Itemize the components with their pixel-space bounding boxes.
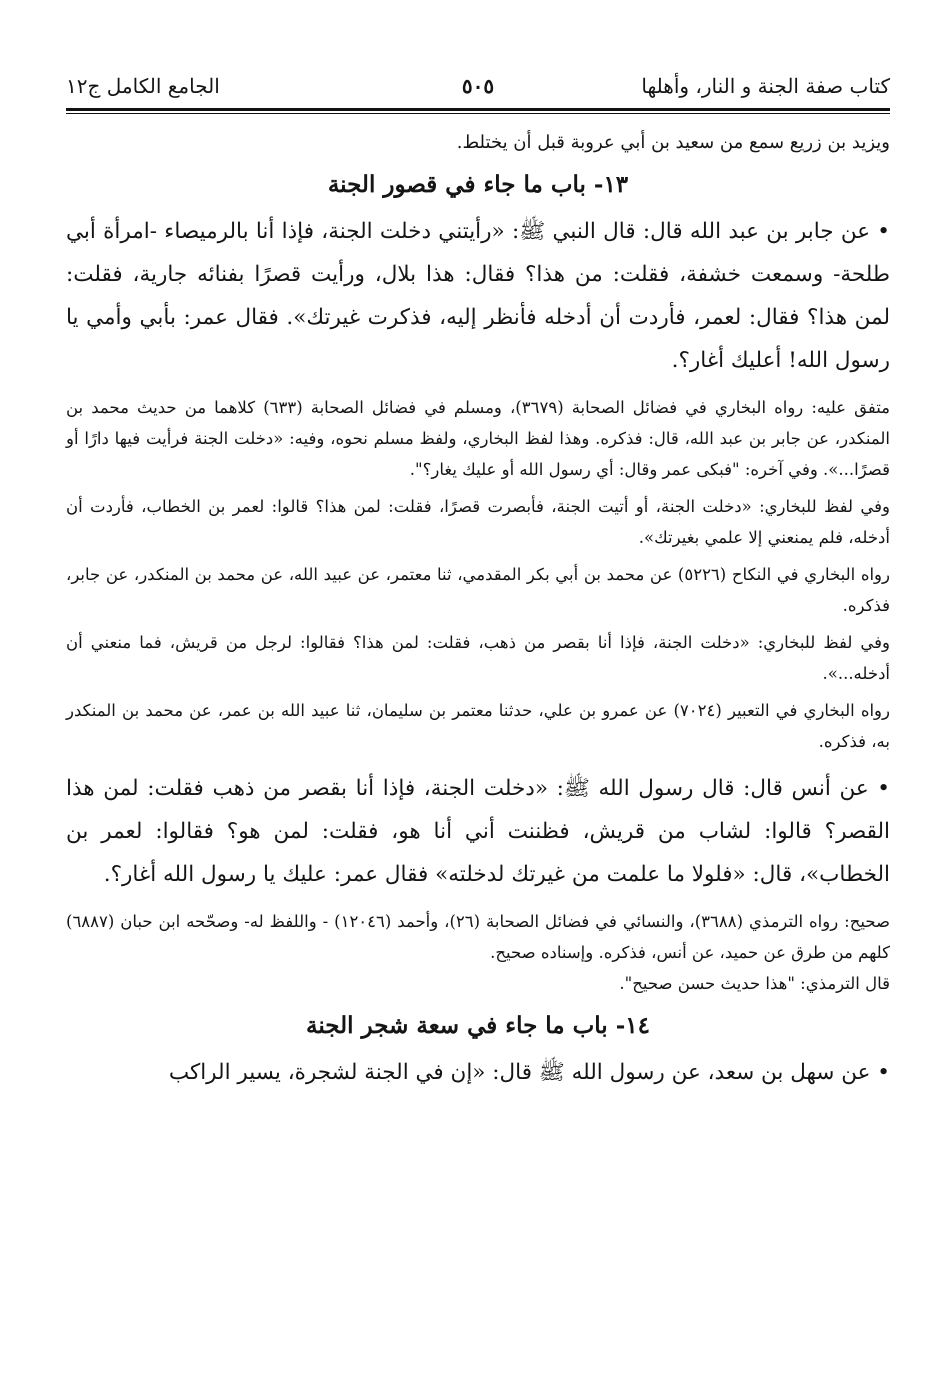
running-head-book: الجامع الكامل ج١٢ (66, 74, 220, 98)
page-header (66, 66, 890, 106)
page-number: ٥٠٥ (461, 74, 495, 98)
hadith-anas: • عن أنس قال: قال رسول الله ﷺ: «دخلت الجنة، فإذا أنا بقصر من ذهب فقلت: لمن هذا القصر؟ قالوا: لشاب من قريش، فظننت أني أنا هو، فقلت: لمن هو؟ فقالوا: لعمر بن الخطاب»، قال: «فلولا ما علمت من غيرتك لدخلته» فقال عمر: عليك يا رسول الله أغار؟. (66, 776, 890, 887)
takhrij-anas-2: قال الترمذي: "هذا حديث حسن صحيح". (619, 974, 890, 993)
hadith-jabir: • عن جابر بن عبد الله قال: قال النبي ﷺ: «رأيتني دخلت الجنة، فإذا أنا بالرميصاء -امرأة أبي طلحة- وسمعت خشفة، فقلت: من هذا؟ فقال: هذا بلال، ورأيت قصرًا بفنائه جارية، فقلت: لمن هذا؟ فقال: لعمر، فأردت أن أدخله فأنظر إليه، فذكرت غيرتك». فقال عمر: بأبي وأمي يا رسول الله! أعليك أغار؟. (66, 219, 890, 373)
page-body (66, 128, 890, 1094)
takhrij-anas-1: صحيح: رواه الترمذي (٣٦٨٨)، والنسائي في فضائل الصحابة (٢٦)، وأحمد (١٢٠٤٦) - واللفظ له- وصحّحه ابن حبان (٦٨٨٧) كلهم من طرق عن حميد، عن أنس، فذكره. وإسناده صحيح. (66, 912, 890, 962)
takhrij-jabir-3: رواه البخاري في النكاح (٥٢٢٦) عن محمد بن أبي بكر المقدمي، ثنا معتمر، عن عبيد الله، عن محمد بن المنكدر، عن جابر، فذكره. (66, 565, 890, 615)
takhrij-jabir-5: رواه البخاري في التعبير (٧٠٢٤) عن عمرو بن علي، حدثنا معتمر بن سليمان، ثنا عبيد الله بن عمر، عن محمد بن المنكدر به، فذكره. (66, 701, 890, 751)
intro-line: ويزيد بن زريع سمع من سعيد بن أبي عروبة قبل أن يختلط. (456, 132, 890, 153)
takhrij-jabir-1: متفق عليه: رواه البخاري في فضائل الصحابة (٣٦٧٩)، ومسلم في فضائل الصحابة (٦٣٣) كلاهما من حديث محمد بن المنكدر، عن جابر بن عبد الله، قال: فذكره. وهذا لفظ البخاري، ولفظ مسلم نحوه، وفيه: «دخلت الجنة فرأيت فيها دارًا أو قصرًا...». وفي آخره: "فبكى عمر وقال: أي رسول الله أو عليك يغار؟". (66, 398, 891, 479)
running-head-chapter: كتاب صفة الجنة و النار، وأهلها (641, 74, 890, 98)
header-rule-thick (66, 108, 890, 111)
chapter-heading-13: ١٣- باب ما جاء في قصور الجنة (327, 171, 629, 198)
hadith-sahl: • عن سهل بن سعد، عن رسول الله ﷺ قال: «إن في الجنة لشجرة، يسير الراكب (168, 1060, 890, 1085)
chapter-heading-14: ١٤- باب ما جاء في سعة شجر الجنة (306, 1012, 650, 1039)
header-rule-thin (66, 113, 890, 114)
takhrij-jabir-4: وفي لفظ للبخاري: «دخلت الجنة، فإذا أنا بقصر من ذهب، فقلت: لمن هذا؟ فقالوا: لرجل من قريش، فما منعني أن أدخله...». (66, 633, 890, 683)
takhrij-jabir-2: وفي لفظ للبخاري: «دخلت الجنة، أو أتيت الجنة، فأبصرت قصرًا، فقلت: لمن هذا؟ قالوا: لعمر بن الخطاب، فأردت أن أدخله، فلم يمنعني إلا علمي بغيرتك». (66, 497, 890, 547)
